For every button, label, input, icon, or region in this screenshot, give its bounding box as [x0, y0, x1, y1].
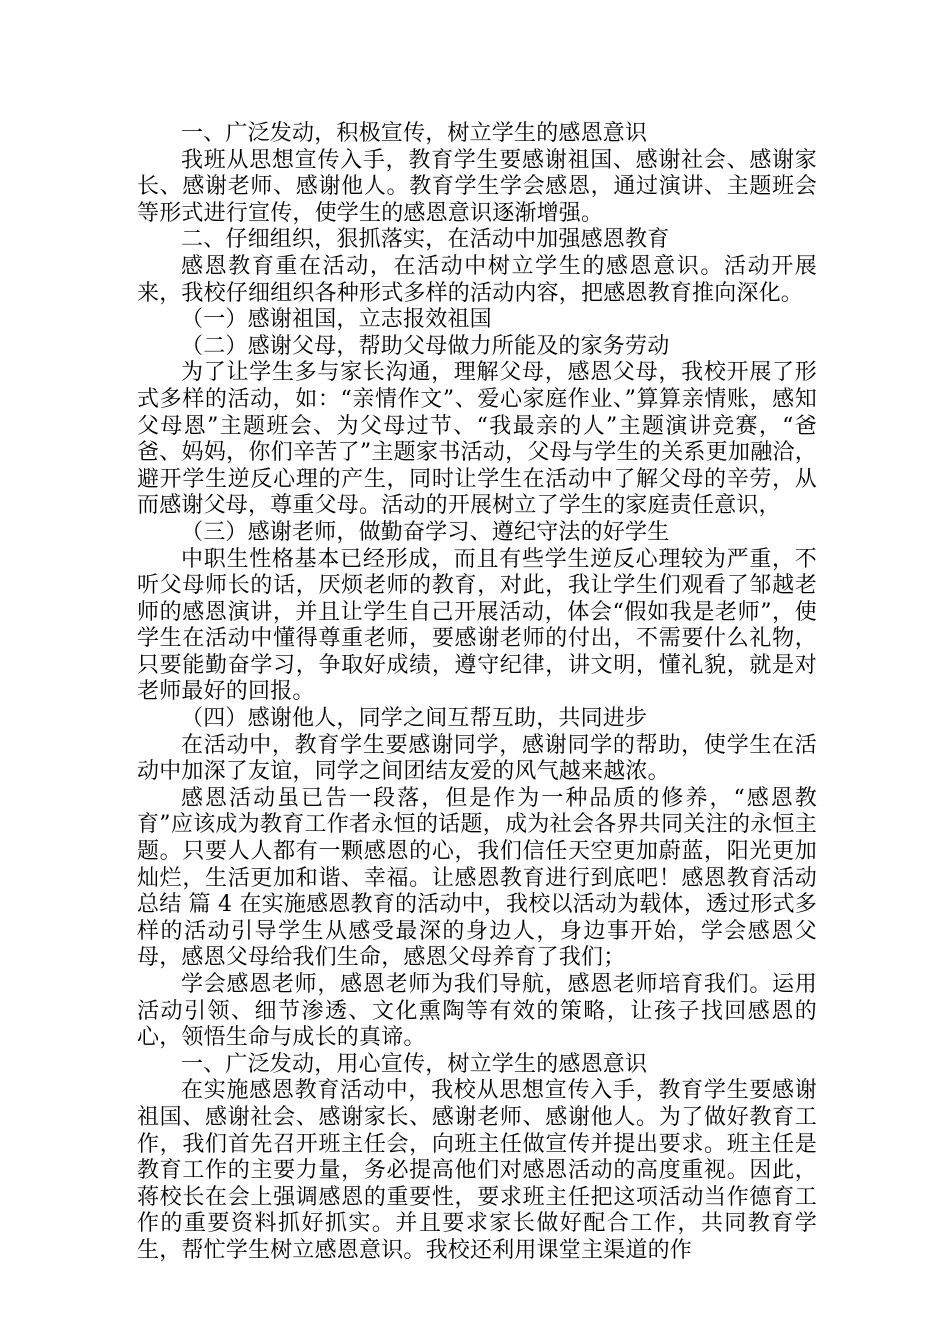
subheading-two: （二）感谢父母，帮助父母做力所能及的家务劳动 — [181, 333, 670, 359]
paragraph: 在实施感恩教育活动中，我校从思想宣传入手，教育学生要感谢祖国、感谢社会、感谢家长、感谢老师、感谢他人。为了做好教育工作，我们首先召开班主任会，向班主任做宣传并提出要求。班主任是教育工作的主要力量，务必提高他们对感恩活动的高度重视。因此，蒋校长在会上强调感恩的重要性，要求班主任把这项活动当作德育工作的重要资料抓好抓实。并且要求家长做好配合工作，共同教育学生，帮忙学生树立感恩意识。我校还利用课堂主渠道的作 — [137, 1078, 817, 1263]
subheading-one: （一）感谢祖国，立志报效祖国 — [181, 307, 492, 333]
heading-two: 二、仔细组织，狠抓落实，在活动中加强感恩教育 — [181, 227, 670, 253]
paragraph: 为了让学生多与家长沟通，理解父母，感恩父母，我校开展了形式多样的活动，如：“亲情作文”、爱心家庭作业、”算算亲情账，感知父母恩”主题班会、为父母过节、“我最亲的人”主题演讲竞赛，“爸爸、妈妈，你们辛苦了”主题家书活动，父母与学生的关系更加融洽，避开学生逆反心理的产生，同时让学生在活动中了解父母的辛劳，从而感谢父母，尊重父母。活动的开展树立了学生的家庭责任意识， — [137, 360, 817, 519]
document-body — [137, 121, 817, 1265]
paragraph: 感恩教育重在活动，在活动中树立学生的感恩意识。活动开展来，我校仔细组织各种形式多样的活动内容，把感恩教育推向深化。 — [137, 253, 817, 306]
paragraph: 我班从思想宣传入手，教育学生要感谢祖国、感谢社会、感谢家长、感谢老师、感谢他人。教育学生学会感恩，通过演讲、主题班会等形式进行宣传，使学生的感恩意识逐渐增强。 — [137, 147, 817, 226]
heading-one-second: 一、广泛发动，用心宣传，树立学生的感恩意识 — [181, 1051, 648, 1077]
subheading-three: （三）感谢老师，做勤奋学习、遵纪守法的好学生 — [181, 519, 670, 545]
paragraph: 中职生性格基本已经形成，而且有些学生逆反心理较为严重，不听父母师长的话，厌烦老师的教育，对此，我让学生们观看了邹越老师的感恩演讲，并且让学生自己开展活动，体会“假如我是老师”，使学生在活动中懂得尊重老师，要感谢老师的付出，不需要什么礼物，只要能勤奋学习，争取好成绩，遵守纪律，讲文明，懂礼貌，就是对老师最好的回报。 — [137, 546, 817, 705]
paragraph: 在活动中，教育学生要感谢同学，感谢同学的帮助，使学生在活动中加深了友谊，同学之间团结友爱的风气越来越浓。 — [137, 732, 817, 785]
paragraph: 学会感恩老师，感恩老师为我们导航，感恩老师培育我们。运用活动引领、细节渗透、文化熏陶等有效的策略，让孩子找回感恩的心，领悟生命与成长的真谛。 — [137, 972, 817, 1051]
subheading-four: （四）感谢他人，同学之间互帮互助，共同进步 — [181, 706, 648, 732]
heading-one: 一、广泛发动，积极宣传，树立学生的感恩意识 — [181, 121, 648, 146]
paragraph: 感恩活动虽已告一段落，但是作为一种品质的修养，“感恩教育”应该成为教育工作者永恒的话题，成为社会各界共同关注的永恒主题。只要人人都有一颗感恩的心，我们信任天空更加蔚蓝，阳光更加灿烂，生活更加和谐、幸福。让感恩教育进行到底吧！感恩教育活动总结 篇 4 在实施感恩教育的活动中，我校以活动为载体，透过形式多样的活动引导学生从感受最深的身边人，身边事开始，学会感恩父母，感恩父母给我们生命，感恩父母养育了我们； — [137, 785, 817, 971]
